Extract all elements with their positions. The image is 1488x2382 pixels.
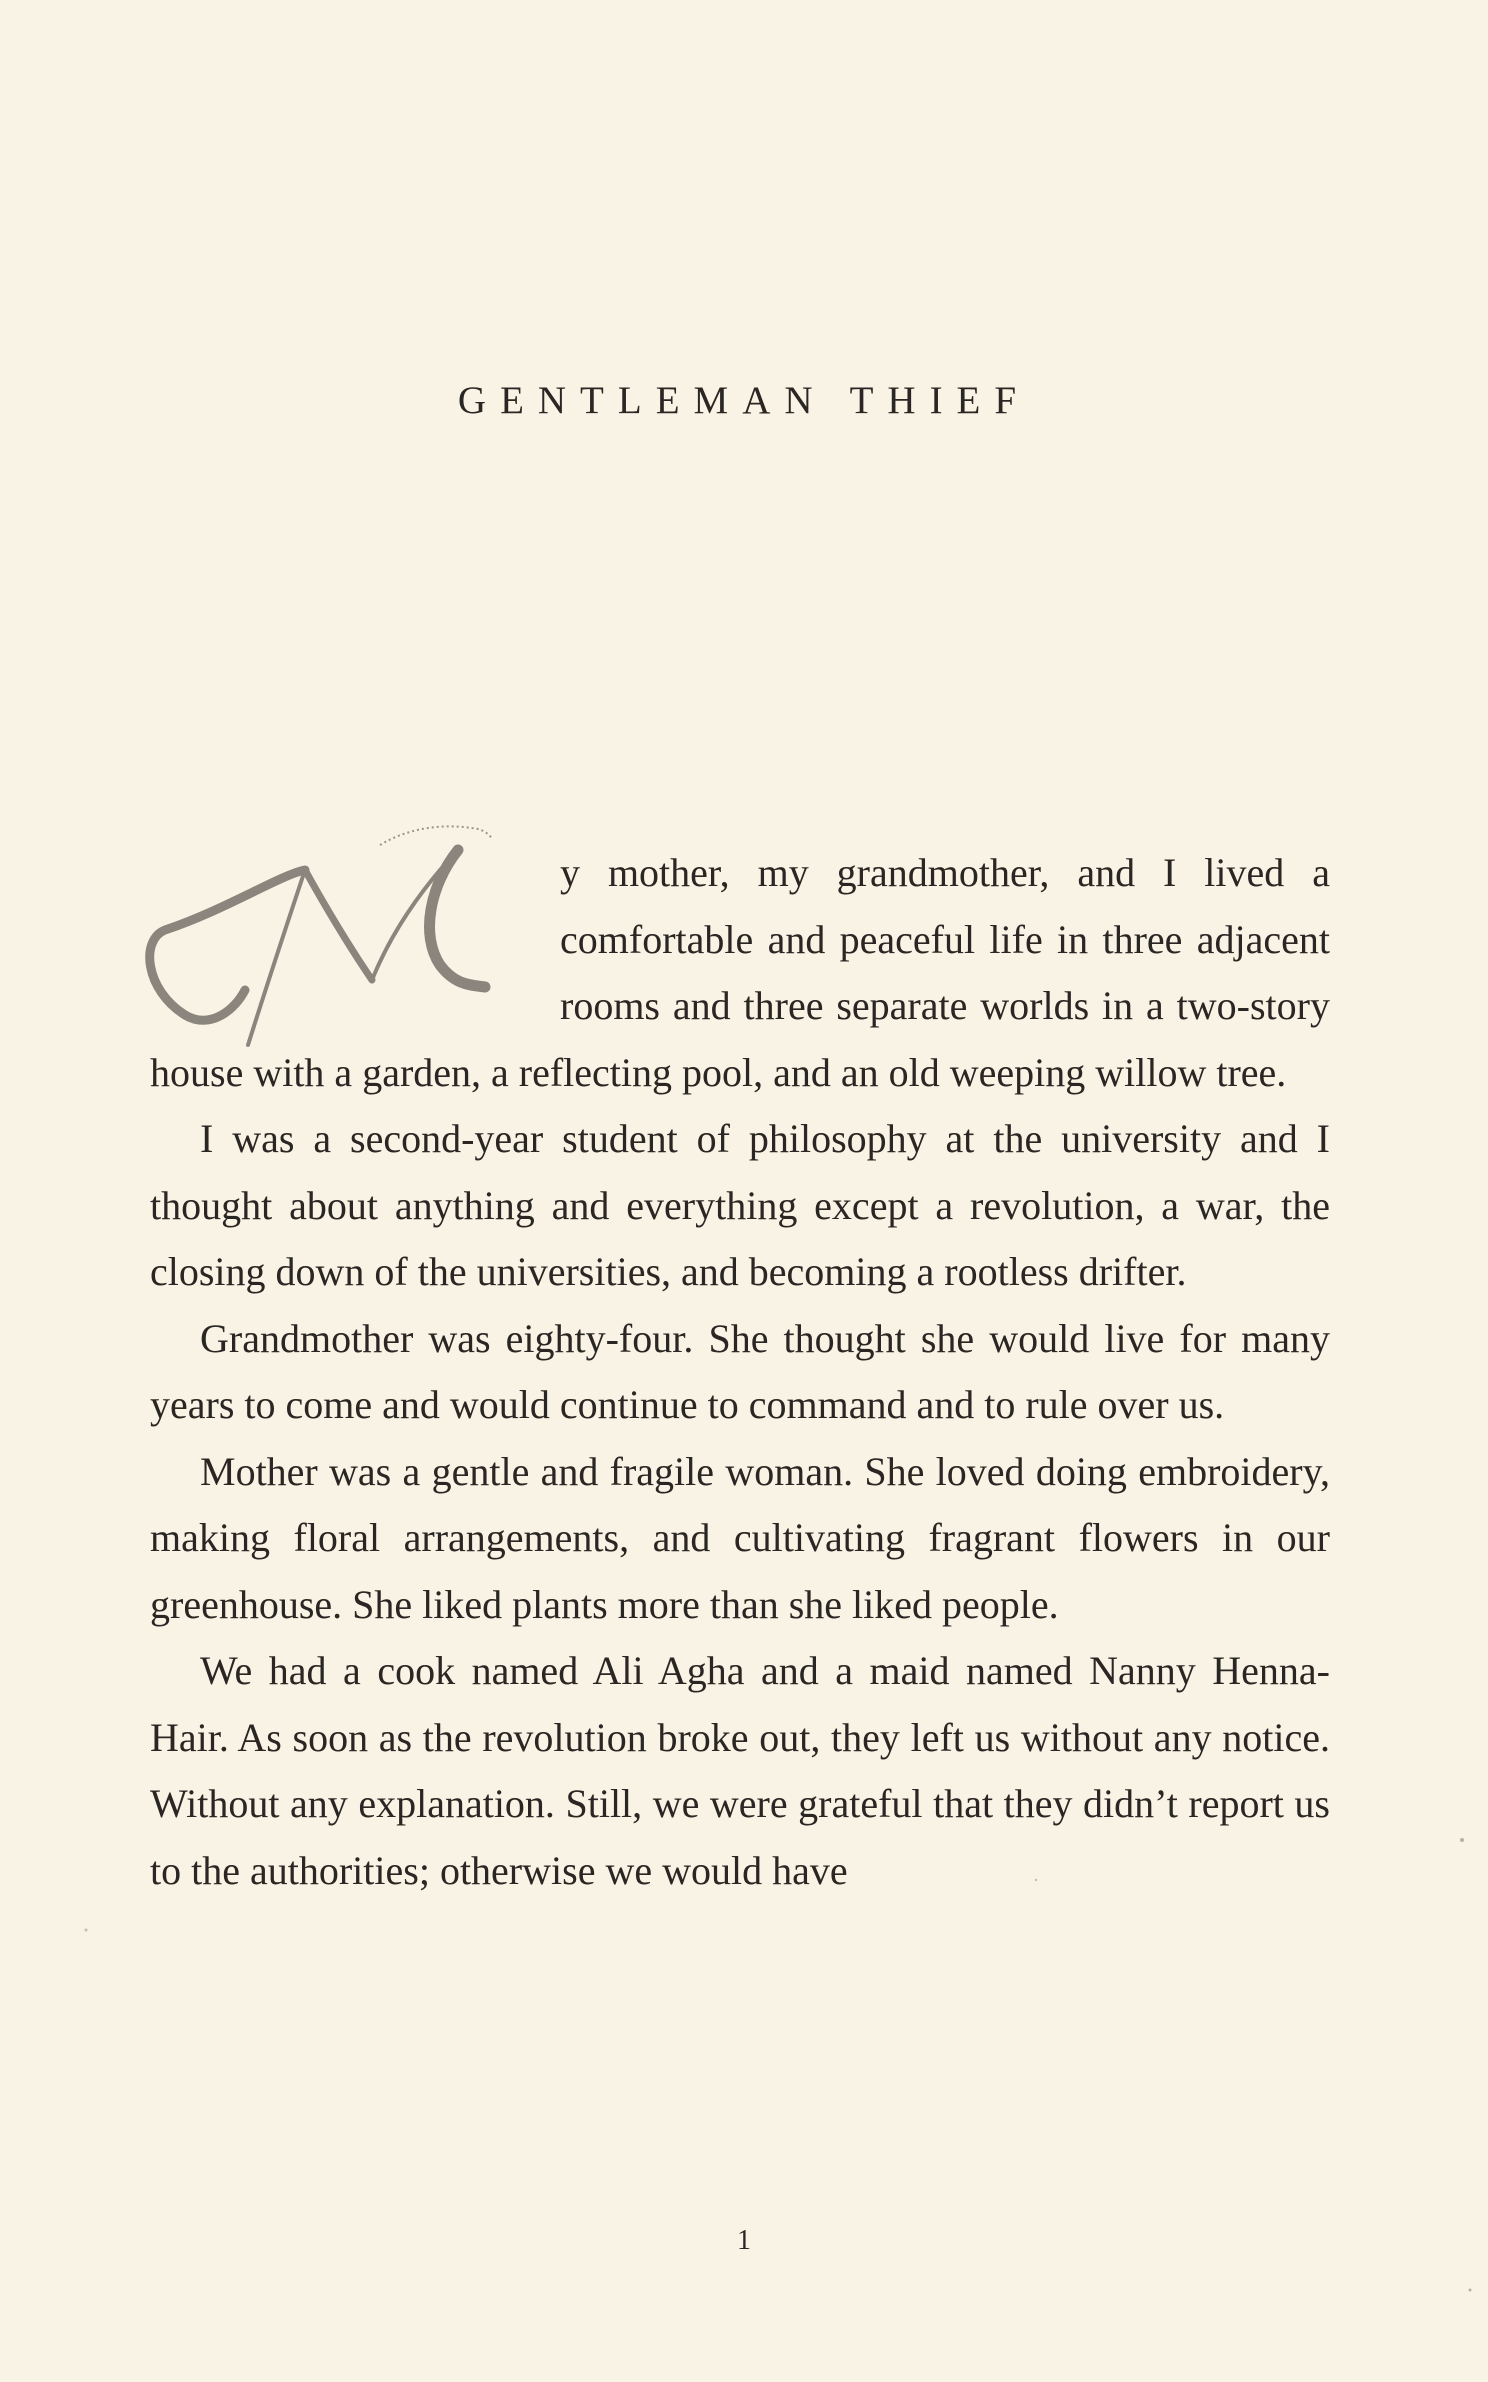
- chapter-title: GENTLEMAN THIEF: [457, 379, 1031, 422]
- paragraph-2: I was a second-year student of philosophy at the university and I thought about anything and everything except a revolution, a war, the closing down of the universities, and becoming a rootless drifter.: [150, 1116, 1330, 1294]
- drop-cap-spacer: [150, 840, 560, 1035]
- page-number: 1: [737, 2225, 751, 2256]
- paragraph-5: We had a cook named Ali Agha and a maid named Nanny Henna-Hair. As soon as the revolution broke out, they left us without any notice. Without any explanation. Still, we were grateful that they didn’t report us to the authorities; otherwise we would have: [150, 1648, 1330, 1893]
- body-text: [150, 840, 1330, 1904]
- paragraph-1: y mother, my grandmother, and I lived a comfortable and peaceful life in three adjacent rooms and three separate worlds in a two-story house with a garden, a reflecting pool, and an old weeping willow tree.: [150, 850, 1330, 1095]
- paragraph-3: Grandmother was eighty-four. She thought she would live for many years to come and would continue to command and to rule over us.: [150, 1315, 1330, 1427]
- paragraph-4: Mother was a gentle and fragile woman. She loved doing embroidery, making floral arrangements, and cultivating fragrant flowers in our greenhouse. She liked plants more than she liked people.: [150, 1448, 1330, 1627]
